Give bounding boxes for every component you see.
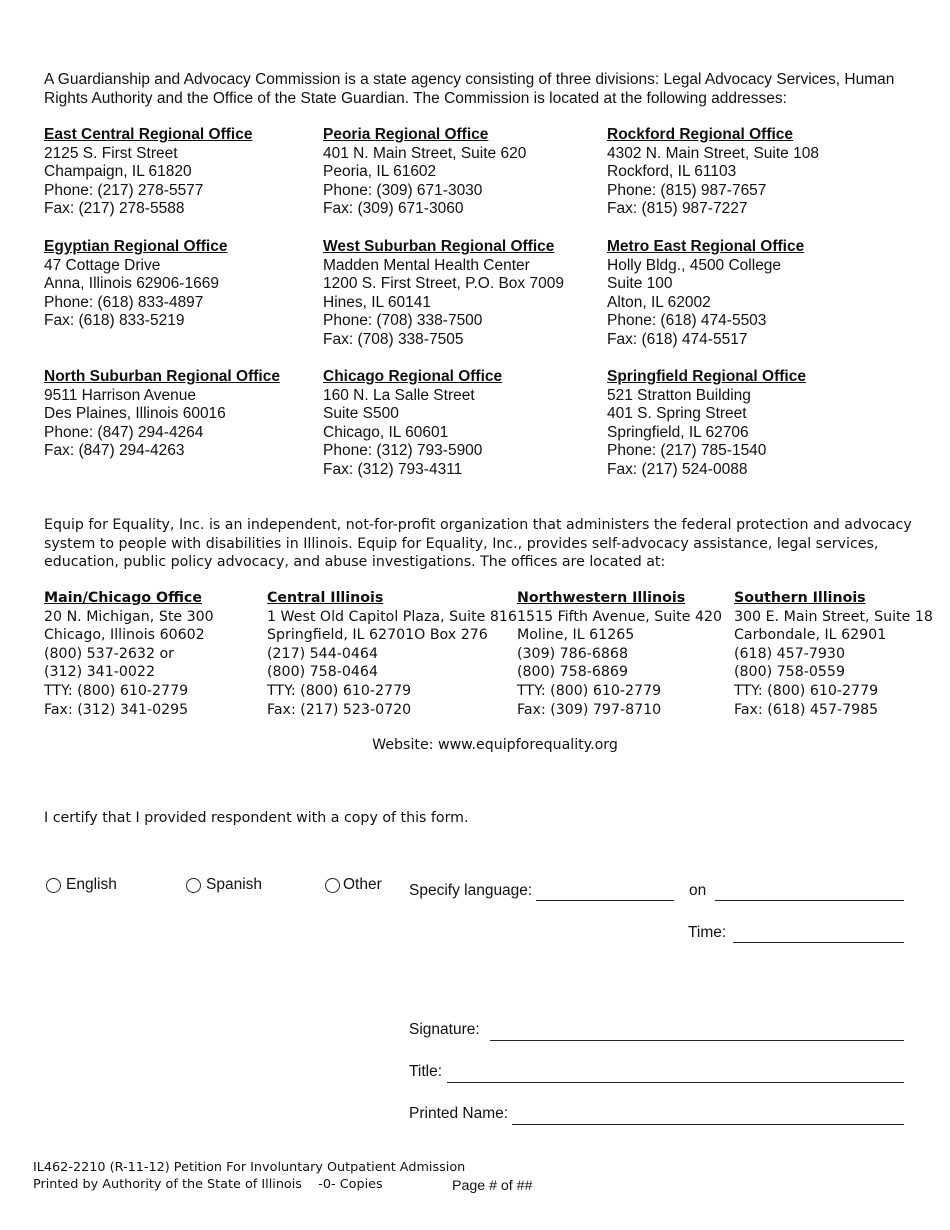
office-line: Hines, IL 60141 bbox=[323, 293, 432, 311]
office-name: North Suburban Regional Office bbox=[44, 368, 280, 385]
office-name: East Central Regional Office bbox=[44, 126, 253, 143]
printed-name-label: Printed Name: bbox=[409, 1105, 509, 1122]
office-line: TTY: (800) 610-2779 bbox=[44, 682, 189, 699]
office-line: Champaign, IL 61820 bbox=[44, 163, 192, 181]
printed-name-field[interactable] bbox=[512, 1124, 904, 1125]
time-field[interactable] bbox=[733, 942, 904, 943]
radio-english[interactable] bbox=[46, 878, 61, 893]
equip-office-northwestern-illinois bbox=[517, 589, 722, 719]
office-line: 47 Cottage Drive bbox=[44, 256, 161, 274]
office-line: Phone: (312) 793-5900 bbox=[323, 442, 483, 460]
form-id: IL462-2210 (R-11-12) Petition For Involuntary Outpatient Admission bbox=[33, 1160, 466, 1175]
office-line: Chicago, Illinois 60602 bbox=[44, 627, 205, 644]
office-line: 1515 Fifth Avenue, Suite 420 bbox=[517, 608, 723, 625]
office-name: Metro East Regional Office bbox=[607, 238, 805, 255]
office-north-suburban bbox=[44, 368, 280, 461]
time-label: Time: bbox=[688, 924, 727, 941]
office-line: Alton, IL 62002 bbox=[607, 293, 711, 311]
office-line: Des Plaines, Illinois 60016 bbox=[44, 405, 226, 423]
office-line: Fax: (618) 833-5219 bbox=[44, 312, 185, 330]
office-line: Fax: (217) 524-0088 bbox=[607, 460, 748, 478]
title-field[interactable] bbox=[447, 1082, 904, 1083]
office-line: Fax: (312) 341-0295 bbox=[44, 701, 189, 718]
office-name: Springfield Regional Office bbox=[607, 368, 806, 385]
office-line: (618) 457-7930 bbox=[734, 645, 845, 662]
office-east-central bbox=[44, 126, 252, 219]
office-line: Madden Mental Health Center bbox=[323, 256, 530, 274]
office-line: Moline, IL 61265 bbox=[517, 627, 635, 644]
office-line: Phone: (309) 671-3030 bbox=[323, 181, 483, 199]
office-line: Fax: (708) 338-7505 bbox=[323, 330, 464, 348]
office-line: 1 West Old Capitol Plaza, Suite 816 bbox=[267, 608, 517, 625]
office-line: 521 Stratton Building bbox=[607, 386, 751, 404]
office-name: Chicago Regional Office bbox=[323, 368, 503, 385]
office-rockford bbox=[607, 126, 819, 219]
office-line: (800) 758-0464 bbox=[267, 664, 378, 681]
specify-language-label: Specify language: bbox=[409, 882, 533, 899]
office-line: 1200 S. First Street, P.O. Box 7009 bbox=[323, 275, 564, 293]
office-line: Fax: (847) 294-4263 bbox=[44, 442, 185, 460]
office-line: Phone: (815) 987-7657 bbox=[607, 181, 767, 199]
website-text: Website: www.equipforequality.org bbox=[372, 737, 618, 753]
radio-other-option[interactable] bbox=[325, 876, 382, 894]
office-line: Springfield, IL 62701O Box 276 bbox=[267, 627, 488, 644]
office-line: Fax: (217) 523-0720 bbox=[267, 701, 412, 718]
office-peoria bbox=[323, 126, 526, 219]
office-line: 20 N. Michigan, Ste 300 bbox=[44, 608, 214, 625]
equip-office-central-illinois bbox=[267, 589, 517, 719]
printed-by: Printed by Authority of the State of Illinois -0- Copies bbox=[33, 1177, 383, 1192]
date-field[interactable] bbox=[715, 900, 904, 901]
equip-office-main-chicago bbox=[44, 589, 214, 719]
radio-english-option[interactable] bbox=[46, 876, 117, 894]
office-line: Phone: (847) 294-4264 bbox=[44, 423, 204, 441]
title-label: Title: bbox=[409, 1063, 443, 1080]
signature-label: Signature: bbox=[409, 1021, 480, 1038]
office-name: Central Illinois bbox=[267, 590, 384, 606]
office-line: Fax: (309) 671-3060 bbox=[323, 200, 464, 218]
office-line: Carbondale, IL 62901 bbox=[734, 627, 887, 644]
office-line: (800) 758-6869 bbox=[517, 664, 628, 681]
office-name: Main/Chicago Office bbox=[44, 590, 202, 606]
office-line: (217) 544-0464 bbox=[267, 645, 378, 662]
radio-other[interactable] bbox=[325, 878, 340, 893]
radio-other-label: Other bbox=[343, 876, 382, 893]
signature-field[interactable] bbox=[490, 1040, 904, 1041]
equip-intro-paragraph: Equip for Equality, Inc. is an independent, not-for-profit organization that administers the federal protection and advocacy system to people with disabilities in Illinois. Equip for Equality, Inc., provides self-advocacy assistance, legal services, education, public policy advocacy, and abuse investigations. The offices are located at: bbox=[44, 517, 912, 571]
office-line: 300 E. Main Street, Suite 18 bbox=[734, 608, 933, 625]
office-line: TTY: (800) 610-2779 bbox=[267, 682, 412, 699]
office-line: Phone: (618) 833-4897 bbox=[44, 293, 204, 311]
office-line: (800) 537-2632 or bbox=[44, 645, 174, 662]
office-line: Phone: (708) 338-7500 bbox=[323, 312, 483, 330]
radio-spanish[interactable] bbox=[186, 878, 201, 893]
office-line: Holly Bldg., 4500 College bbox=[607, 256, 782, 274]
office-line: Fax: (217) 278-5588 bbox=[44, 200, 185, 218]
radio-spanish-label: Spanish bbox=[206, 876, 263, 893]
office-line: TTY: (800) 610-2779 bbox=[517, 682, 662, 699]
office-line: Suite S500 bbox=[323, 405, 399, 423]
office-name: Rockford Regional Office bbox=[607, 126, 794, 143]
office-line: Fax: (312) 793-4311 bbox=[323, 460, 463, 478]
footer bbox=[33, 1159, 465, 1193]
office-line: Rockford, IL 61103 bbox=[607, 163, 737, 181]
specify-language-field[interactable] bbox=[536, 900, 674, 901]
office-line: 9511 Harrison Avenue bbox=[44, 386, 196, 404]
office-line: (309) 786-6868 bbox=[517, 645, 628, 662]
office-line: Fax: (618) 457-7985 bbox=[734, 701, 879, 718]
radio-english-label: English bbox=[66, 876, 117, 893]
office-name: West Suburban Regional Office bbox=[323, 238, 555, 255]
office-line: (800) 758-0559 bbox=[734, 664, 845, 681]
on-label: on bbox=[689, 882, 707, 899]
office-west-suburban bbox=[323, 238, 564, 350]
office-line: TTY: (800) 610-2779 bbox=[734, 682, 879, 699]
office-name: Egyptian Regional Office bbox=[44, 238, 228, 255]
equip-office-southern-illinois bbox=[734, 589, 933, 719]
office-line: Fax: (618) 474-5517 bbox=[607, 330, 748, 348]
office-line: Peoria, IL 61602 bbox=[323, 163, 437, 181]
office-metro-east bbox=[607, 238, 804, 350]
office-line: Phone: (618) 474-5503 bbox=[607, 312, 767, 330]
office-line: 2125 S. First Street bbox=[44, 144, 178, 162]
office-line: Fax: (309) 797-8710 bbox=[517, 701, 662, 718]
office-line: Chicago, IL 60601 bbox=[323, 423, 449, 441]
office-line: 4302 N. Main Street, Suite 108 bbox=[607, 144, 819, 162]
office-chicago bbox=[323, 368, 502, 480]
intro-paragraph: A Guardianship and Advocacy Commission is a state agency consisting of three divisions: Legal Advocacy Services, Human Rights Authority and the Office of the State Guardian. The Commission is located at the following addresses: bbox=[44, 71, 895, 107]
page-number: Page # of ## bbox=[452, 1178, 533, 1194]
office-line: Springfield, IL 62706 bbox=[607, 423, 749, 441]
office-line: Phone: (217) 785-1540 bbox=[607, 442, 767, 460]
office-name: Peoria Regional Office bbox=[323, 126, 489, 143]
office-line: 401 N. Main Street, Suite 620 bbox=[323, 144, 527, 162]
office-springfield bbox=[607, 368, 806, 480]
office-line: Phone: (217) 278-5577 bbox=[44, 181, 204, 199]
office-line: Anna, Illinois 62906-1669 bbox=[44, 275, 219, 293]
certify-statement: I certify that I provided respondent with a copy of this form. bbox=[44, 810, 469, 826]
office-egyptian bbox=[44, 238, 227, 331]
office-name: Northwestern Illinois bbox=[517, 590, 686, 606]
office-line: Fax: (815) 987-7227 bbox=[607, 200, 748, 218]
office-line: 160 N. La Salle Street bbox=[323, 386, 475, 404]
radio-spanish-option[interactable] bbox=[186, 876, 262, 894]
office-name: Southern Illinois bbox=[734, 590, 866, 606]
office-line: (312) 341-0022 bbox=[44, 664, 155, 681]
office-line: 401 S. Spring Street bbox=[607, 405, 747, 423]
office-line: Suite 100 bbox=[607, 275, 673, 293]
